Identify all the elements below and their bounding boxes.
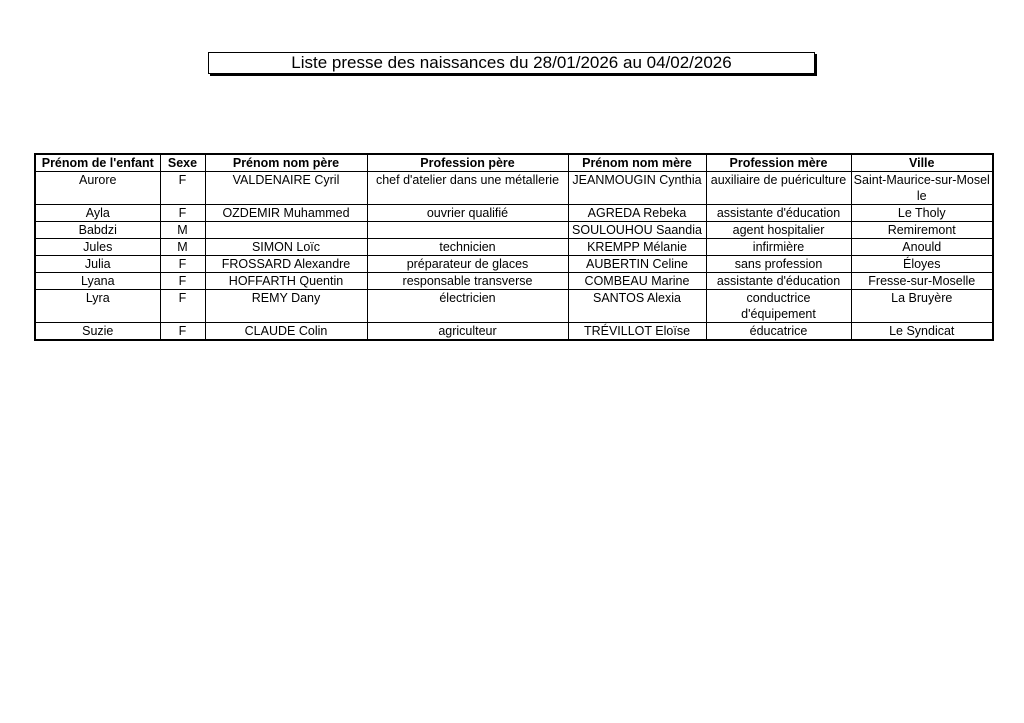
table-row: [35, 273, 993, 290]
table-cell: F: [160, 172, 205, 205]
table-cell: AGREDA Rebeka: [568, 205, 706, 222]
table-row: [35, 323, 993, 341]
table-cell: agent hospitalier: [706, 222, 851, 239]
column-header: Ville: [851, 154, 993, 172]
column-header: Prénom nom père: [205, 154, 367, 172]
table-cell: SANTOS Alexia: [568, 290, 706, 323]
table-cell: KREMPP Mélanie: [568, 239, 706, 256]
table-cell: OZDEMIR Muhammed: [205, 205, 367, 222]
table-cell: électricien: [367, 290, 568, 323]
table-cell: Éloyes: [851, 256, 993, 273]
table-cell: SOULOUHOU Saandia: [568, 222, 706, 239]
table-cell: Saint-Maurice-sur-Moselle: [851, 172, 993, 205]
table-cell: M: [160, 239, 205, 256]
table-cell: Jules: [35, 239, 160, 256]
table-cell: assistante d'éducation: [706, 273, 851, 290]
table-row: [35, 239, 993, 256]
table-cell: M: [160, 222, 205, 239]
table-cell: ouvrier qualifié: [367, 205, 568, 222]
table-cell: [367, 222, 568, 239]
table-cell: technicien: [367, 239, 568, 256]
column-header: Profession père: [367, 154, 568, 172]
table-cell: REMY Dany: [205, 290, 367, 323]
table-cell: F: [160, 290, 205, 323]
table-cell: F: [160, 273, 205, 290]
births-table: [34, 153, 994, 341]
table-cell: conductrice d'équipement: [706, 290, 851, 323]
table-cell: auxiliaire de puériculture: [706, 172, 851, 205]
table-cell: CLAUDE Colin: [205, 323, 367, 341]
table-cell: sans profession: [706, 256, 851, 273]
table-cell: Ayla: [35, 205, 160, 222]
table-cell: SIMON Loïc: [205, 239, 367, 256]
table-cell: assistante d'éducation: [706, 205, 851, 222]
table-row: [35, 172, 993, 205]
table-cell: Le Tholy: [851, 205, 993, 222]
table-cell: Le Syndicat: [851, 323, 993, 341]
column-header: Prénom nom mère: [568, 154, 706, 172]
table-cell: F: [160, 256, 205, 273]
table-cell: Lyra: [35, 290, 160, 323]
table-cell: Julia: [35, 256, 160, 273]
table-cell: Remiremont: [851, 222, 993, 239]
table-cell: Suzie: [35, 323, 160, 341]
table-row: [35, 222, 993, 239]
table-cell: F: [160, 323, 205, 341]
column-header: Prénom de l'enfant: [35, 154, 160, 172]
table-cell: VALDENAIRE Cyril: [205, 172, 367, 205]
table-cell: Fresse-sur-Moselle: [851, 273, 993, 290]
table-cell: responsable transverse: [367, 273, 568, 290]
table-cell: COMBEAU Marine: [568, 273, 706, 290]
table-cell: Babdzi: [35, 222, 160, 239]
table-cell: préparateur de glaces: [367, 256, 568, 273]
page-title: [208, 52, 815, 74]
table-cell: TRÉVILLOT Eloïse: [568, 323, 706, 341]
table-row: [35, 256, 993, 273]
table-cell: Lyana: [35, 273, 160, 290]
table-cell: [205, 222, 367, 239]
table-cell: JEANMOUGIN Cynthia: [568, 172, 706, 205]
table-cell: AUBERTIN Celine: [568, 256, 706, 273]
table-cell: Anould: [851, 239, 993, 256]
table-cell: FROSSARD Alexandre: [205, 256, 367, 273]
table-cell: HOFFARTH Quentin: [205, 273, 367, 290]
page-title-text: Liste presse des naissances du 28/01/2026 au 04/02/2026: [291, 53, 732, 72]
table-cell: éducatrice: [706, 323, 851, 341]
table-cell: infirmière: [706, 239, 851, 256]
table-row: [35, 290, 993, 323]
column-header: Sexe: [160, 154, 205, 172]
column-header: Profession mère: [706, 154, 851, 172]
table-cell: F: [160, 205, 205, 222]
table-cell: Aurore: [35, 172, 160, 205]
table-row: [35, 205, 993, 222]
table-cell: agriculteur: [367, 323, 568, 341]
table-header-row: [35, 154, 993, 172]
table-cell: La Bruyère: [851, 290, 993, 323]
table-cell: chef d'atelier dans une métallerie: [367, 172, 568, 205]
